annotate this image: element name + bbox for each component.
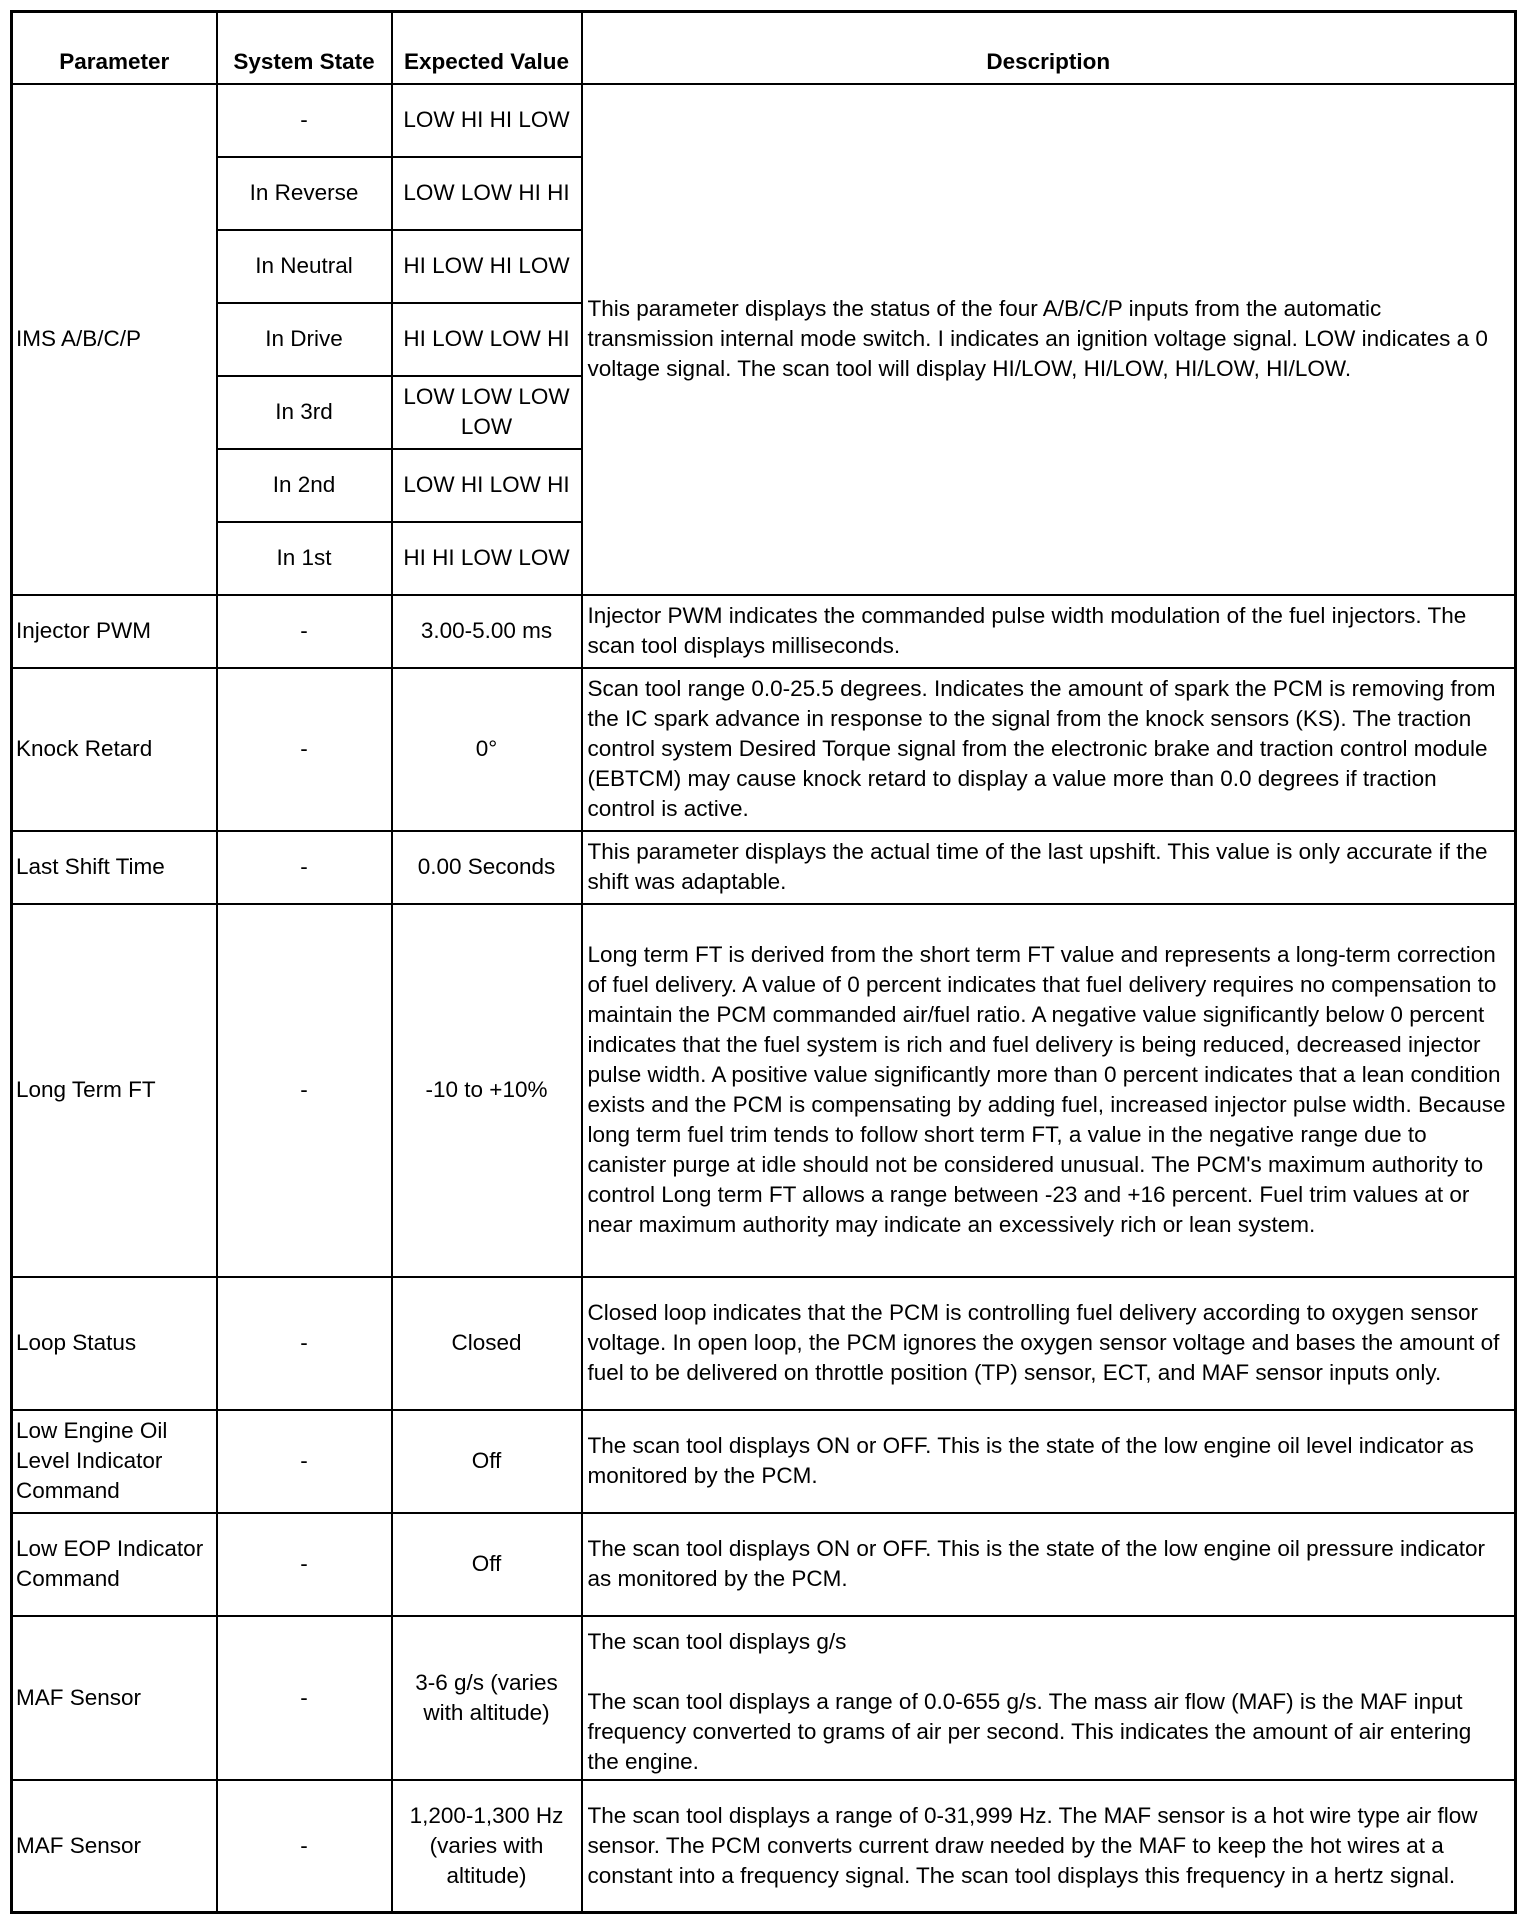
description-cell: The scan tool displays a range of 0-31,999 Hz. The MAF sensor is a hot wire type air flow sensor. The PCM converts current draw needed by the MAF to keep the hot wires at a constant into a frequency signal. The scan tool displays this frequency in a hertz signal. xyxy=(582,1780,1516,1913)
description-cell: The scan tool displays ON or OFF. This is the state of the low engine oil pressure indicator as monitored by the PCM. xyxy=(582,1513,1516,1616)
expected-value-cell: 0.00 Seconds xyxy=(392,831,582,904)
expected-value-cell: 1,200-1,300 Hz (varies with altitude) xyxy=(392,1780,582,1913)
description-paragraph: The scan tool displays a range of 0.0-655 g/s. The mass air flow (MAF) is the MAF input frequency converted to grams of air per second. This indicates the amount of air entering the engine. xyxy=(587,1688,1472,1774)
system-state-cell: - xyxy=(217,1780,392,1913)
system-state-cell: - xyxy=(217,84,392,157)
expected-value-cell: LOW HI LOW HI xyxy=(392,449,582,522)
system-state-cell: - xyxy=(217,1513,392,1616)
table-row xyxy=(12,1780,1516,1913)
description-cell: This parameter displays the status of the four A/B/C/P inputs from the automatic transmission internal mode switch. I indicates an ignition voltage signal. LOW indicates a 0 voltage signal. The scan tool will display HI/LOW, HI/LOW, HI/LOW, HI/LOW. xyxy=(582,84,1516,595)
system-state-cell: In Drive xyxy=(217,303,392,376)
system-state-cell: - xyxy=(217,1616,392,1780)
parameter-cell: Low EOP Indicator Command xyxy=(12,1513,217,1616)
table-row xyxy=(12,831,1516,904)
expected-value-cell: LOW LOW HI HI xyxy=(392,157,582,230)
expected-value-cell: HI LOW LOW HI xyxy=(392,303,582,376)
table-row xyxy=(12,84,1516,157)
system-state-cell: - xyxy=(217,831,392,904)
system-state-cell: In Reverse xyxy=(217,157,392,230)
description-cell: Injector PWM indicates the commanded pulse width modulation of the fuel injectors. The scan tool displays milliseconds. xyxy=(582,595,1516,668)
system-state-cell: - xyxy=(217,1410,392,1513)
description-cell: Long term FT is derived from the short term FT value and represents a long-term correction of fuel delivery. A value of 0 percent indicates that fuel delivery requires no compensation to maintain the PCM commanded air/fuel ratio. A negative value significantly below 0 percent indicates that the fuel system is rich and fuel delivery is being reduced, decreased injector pulse width. A positive value significantly more than 0 percent indicates that a lean condition exists and the PCM is compensating by adding fuel, increased injector pulse width. Because long term fuel trim tends to follow short term FT, a value in the negative range due to canister purge at idle should not be considered unusual. The PCM's maximum authority to control Long term FT allows a range between -23 and +16 percent. Fuel trim values at or near maximum authority may indicate an excessively rich or lean system. xyxy=(582,904,1516,1277)
expected-value-cell: LOW LOW LOW LOW xyxy=(392,376,582,449)
parameter-cell: Knock Retard xyxy=(12,668,217,831)
header-system-state: System State xyxy=(217,12,392,84)
description-paragraph: The scan tool displays g/s xyxy=(587,1628,847,1654)
system-state-cell: - xyxy=(217,595,392,668)
expected-value-cell: 3.00-5.00 ms xyxy=(392,595,582,668)
expected-value-cell: 0° xyxy=(392,668,582,831)
system-state-cell: In 3rd xyxy=(217,376,392,449)
parameter-cell: MAF Sensor xyxy=(12,1780,217,1913)
parameter-cell: Injector PWM xyxy=(12,595,217,668)
header-row xyxy=(12,12,1516,84)
expected-value-cell: Off xyxy=(392,1513,582,1616)
table-row xyxy=(12,1277,1516,1410)
header-parameter: Parameter xyxy=(12,12,217,84)
parameter-cell: Low Engine Oil Level Indicator Command xyxy=(12,1410,217,1513)
system-state-cell: In 2nd xyxy=(217,449,392,522)
system-state-cell: In 1st xyxy=(217,522,392,595)
description-cell: The scan tool displays ON or OFF. This is the state of the low engine oil level indicator as monitored by the PCM. xyxy=(582,1410,1516,1513)
table-row xyxy=(12,904,1516,1277)
parameter-cell: Loop Status xyxy=(12,1277,217,1410)
parameter-cell: MAF Sensor xyxy=(12,1616,217,1780)
table-row xyxy=(12,668,1516,831)
description-cell: This parameter displays the actual time of the last upshift. This value is only accurate if the shift was adaptable. xyxy=(582,831,1516,904)
table-row xyxy=(12,1616,1516,1780)
parameter-table xyxy=(10,10,1517,1914)
expected-value-cell: HI HI LOW LOW xyxy=(392,522,582,595)
header-description: Description xyxy=(582,12,1516,84)
expected-value-cell: Off xyxy=(392,1410,582,1513)
expected-value-cell: -10 to +10% xyxy=(392,904,582,1277)
table-row xyxy=(12,595,1516,668)
description-cell: Scan tool range 0.0-25.5 degrees. Indicates the amount of spark the PCM is removing from the IC spark advance in response to the signal from the knock sensors (KS). The traction control system Desired Torque signal from the electronic brake and traction control module (EBTCM) may cause knock retard to display a value more than 0.0 degrees if traction control is active. xyxy=(582,668,1516,831)
system-state-cell: - xyxy=(217,904,392,1277)
description-cell xyxy=(582,1616,1516,1780)
expected-value-cell: LOW HI HI LOW xyxy=(392,84,582,157)
parameter-cell: Last Shift Time xyxy=(12,831,217,904)
system-state-cell: In Neutral xyxy=(217,230,392,303)
parameter-cell: Long Term FT xyxy=(12,904,217,1277)
expected-value-cell: HI LOW HI LOW xyxy=(392,230,582,303)
expected-value-cell: Closed xyxy=(392,1277,582,1410)
system-state-cell: - xyxy=(217,1277,392,1410)
description-cell: Closed loop indicates that the PCM is controlling fuel delivery according to oxygen sensor voltage. In open loop, the PCM ignores the oxygen sensor voltage and bases the amount of fuel to be delivered on throttle position (TP) sensor, ECT, and MAF sensor inputs only. xyxy=(582,1277,1516,1410)
header-expected-value: Expected Value xyxy=(392,12,582,84)
system-state-cell: - xyxy=(217,668,392,831)
expected-value-cell: 3-6 g/s (varies with altitude) xyxy=(392,1616,582,1780)
parameter-cell: IMS A/B/C/P xyxy=(12,84,217,595)
table-row xyxy=(12,1513,1516,1616)
table-row xyxy=(12,1410,1516,1513)
